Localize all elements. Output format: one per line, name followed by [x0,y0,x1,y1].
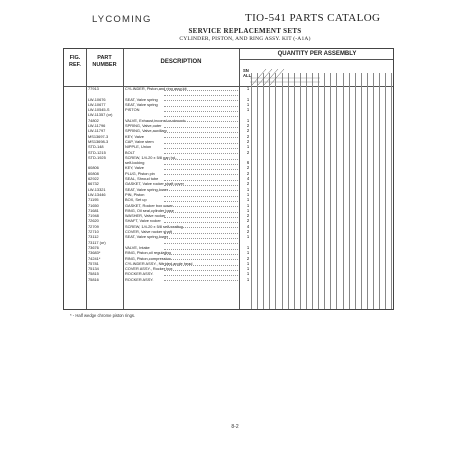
part-number: LW-13446 [88,191,106,197]
part-description: NIPPLE, Union [125,144,152,150]
part-number: 71195 [88,197,99,203]
part-number: LW-11357 (or) [88,112,113,118]
quantity-value: 1 [246,144,250,150]
part-number: STD-1215 [88,149,106,155]
parts-list [64,86,395,282]
part-number: 73117 (or) [88,239,106,245]
part-description: COVER ASSY., Rocker box [125,266,173,272]
part-number: 62922 [88,176,99,182]
part-description: SPRING, Valve,outer [125,123,162,129]
part-description: COVER, Valve rocker shaft [125,229,172,235]
part-number-header: PART NUMBER [92,55,117,68]
quantity-value: 4 [246,176,250,182]
quantity-value: 1 [246,234,250,240]
quantity-header: QUANTITY PER ASSEMBLY [277,51,357,57]
quantity-value: 2 [246,123,250,129]
part-description: SEAT, Valve spring [125,96,158,102]
quantity-value: 1 [246,207,250,213]
part-number: LW-10677 [88,101,106,107]
part-description: GASKET, Rocker box cover [125,202,173,208]
page-number: 8-2 [231,424,239,430]
brand-title: LYCOMING [92,14,152,25]
part-description: ROCKER ASSY. [125,276,154,282]
part-description: PISTON [125,107,140,113]
part-description: PLUG, Piston pin [125,170,155,176]
fig-ref-header: FIG. REF. [69,55,81,68]
part-description: BOLT [125,149,135,155]
section-subtitle-detail: CYLINDER, PISTON, AND RING ASSY. KIT (-A1A) [179,36,311,42]
part-number: LW-10676 [88,96,106,102]
diagonal-header-lines [250,61,320,85]
quantity-value: 1 [246,202,250,208]
quantity-value: 2 [246,213,250,219]
quantity-value: 2 [246,229,250,235]
part-number: STD-1925 [88,154,106,160]
footnote: * - Half wedge chrome piston rings. [70,313,136,318]
quantity-value: 1 [246,271,250,277]
part-description: RING, Piston,oil regulating [125,250,171,256]
part-description: KEY, Valve [125,133,144,139]
part-description: GASKET, Valve rocker shaft cover [125,181,184,187]
part-number: 73683* [88,250,101,256]
quantity-value: 1 [246,191,250,197]
part-number: LW-11796 [88,123,106,129]
serial-label-sn: SN [243,68,249,73]
part-number: 72709 [88,223,99,229]
part-number: 72620 [88,218,99,224]
part-number: 60806 [88,165,99,171]
part-description: CYLINDER, Piston,and ring assy.kit [125,86,187,91]
part-description: RING, Piston,compression [125,255,171,261]
part-description: SEAT, Valve spring,lower [125,186,169,192]
part-description: SCREW, 1/4-20 x 5/8 pan hd., [125,154,178,160]
part-description: BOX, Set up [125,197,147,203]
quantity-value: 1 [246,266,250,272]
part-number: 77913 [88,86,99,91]
part-number: 72710 [88,229,99,235]
part-description: KEY, Valve [125,165,144,171]
part-number: 75781 [88,260,99,266]
part-description: SCREW, 1/4-20 x 5/8 self-sealing [125,223,183,229]
quantity-value: 1 [246,101,250,107]
quantity-value: 1 [246,96,250,102]
leader-dots [164,280,238,281]
quantity-value: 1 [246,260,250,266]
quantity-value: 6 [246,160,250,166]
part-number: MS13697-3 [88,133,109,139]
quantity-value: 2 [246,218,250,224]
quantity-value: 1 [246,107,250,113]
part-description: SEAT, Valve spring [125,101,158,107]
part-number: 71650 [88,202,99,208]
quantity-value: 4 [246,223,250,229]
quantity-value: 2 [246,165,250,171]
quantity-value: 2 [246,255,250,261]
part-description: SPRING, Valve,auxiliary [125,128,167,134]
serial-label-all: ALL [243,72,252,78]
part-description: SHAFT, Valve rocker [125,218,161,224]
part-number: 71948 [88,213,99,219]
part-number: 74802 [88,117,99,123]
quantity-value: 1 [246,117,250,123]
parts-table [63,48,394,310]
part-description: CYLINDER ASSY., Nitrided,angle head [125,260,193,266]
part-number: LW-10545-S [88,107,110,113]
part-description: SEAL, Shroud tube [125,176,159,182]
catalog-title: TIO-541 PARTS CATALOG [245,12,381,24]
qty-header-divider [239,59,393,60]
part-number: 75134 [88,266,99,272]
part-number: 71681 [88,207,99,213]
quantity-value: 2 [246,181,250,187]
quantity-value: 1 [246,276,250,282]
quantity-value: 1 [246,250,250,256]
section-subtitle: SERVICE REPLACEMENT SETS [188,27,302,35]
quantity-value: 2 [246,128,250,134]
quantity-value: 1 [246,197,250,203]
quantity-value: 2 [246,133,250,139]
part-description: SEAT, Valve spring,lower [125,234,169,240]
part-description: self-locking [125,160,145,166]
quantity-value: 2 [246,138,250,144]
part-number: 66732 [88,181,99,187]
part-description: VALVE, Exhaust,inconel or nimonic [125,117,186,123]
part-number: LW-11797 [88,128,106,134]
part-number: 75816 [88,276,99,282]
description-header: DESCRIPTION [160,59,202,65]
part-number: MS13698-3 [88,138,109,144]
part-description: PIN, Piston [125,191,145,197]
part-description: VALVE, Intake [125,244,150,250]
quantity-value: 2 [246,149,250,155]
quantity-value: 1 [246,86,250,91]
part-description: WASHER, Valve rocker [125,213,166,219]
part-number: 73676 [88,244,99,250]
quantity-value: 1 [246,186,250,192]
part-description: ROCKER ASSY. [125,271,154,277]
part-number: LW-13321 [88,186,106,192]
part-number: 73112 [88,234,99,240]
part-number: 74241* [88,255,101,261]
part-number: STD-148 [88,144,104,150]
part-number: 75815 [88,271,99,277]
quantity-value: 2 [246,170,250,176]
part-description: CAP, Valve stem [125,138,154,144]
quantity-value: 1 [246,244,250,250]
part-number: 60808 [88,170,99,176]
table-row [64,277,395,282]
part-description: RING, Oil seal,cylinder base [125,207,174,213]
